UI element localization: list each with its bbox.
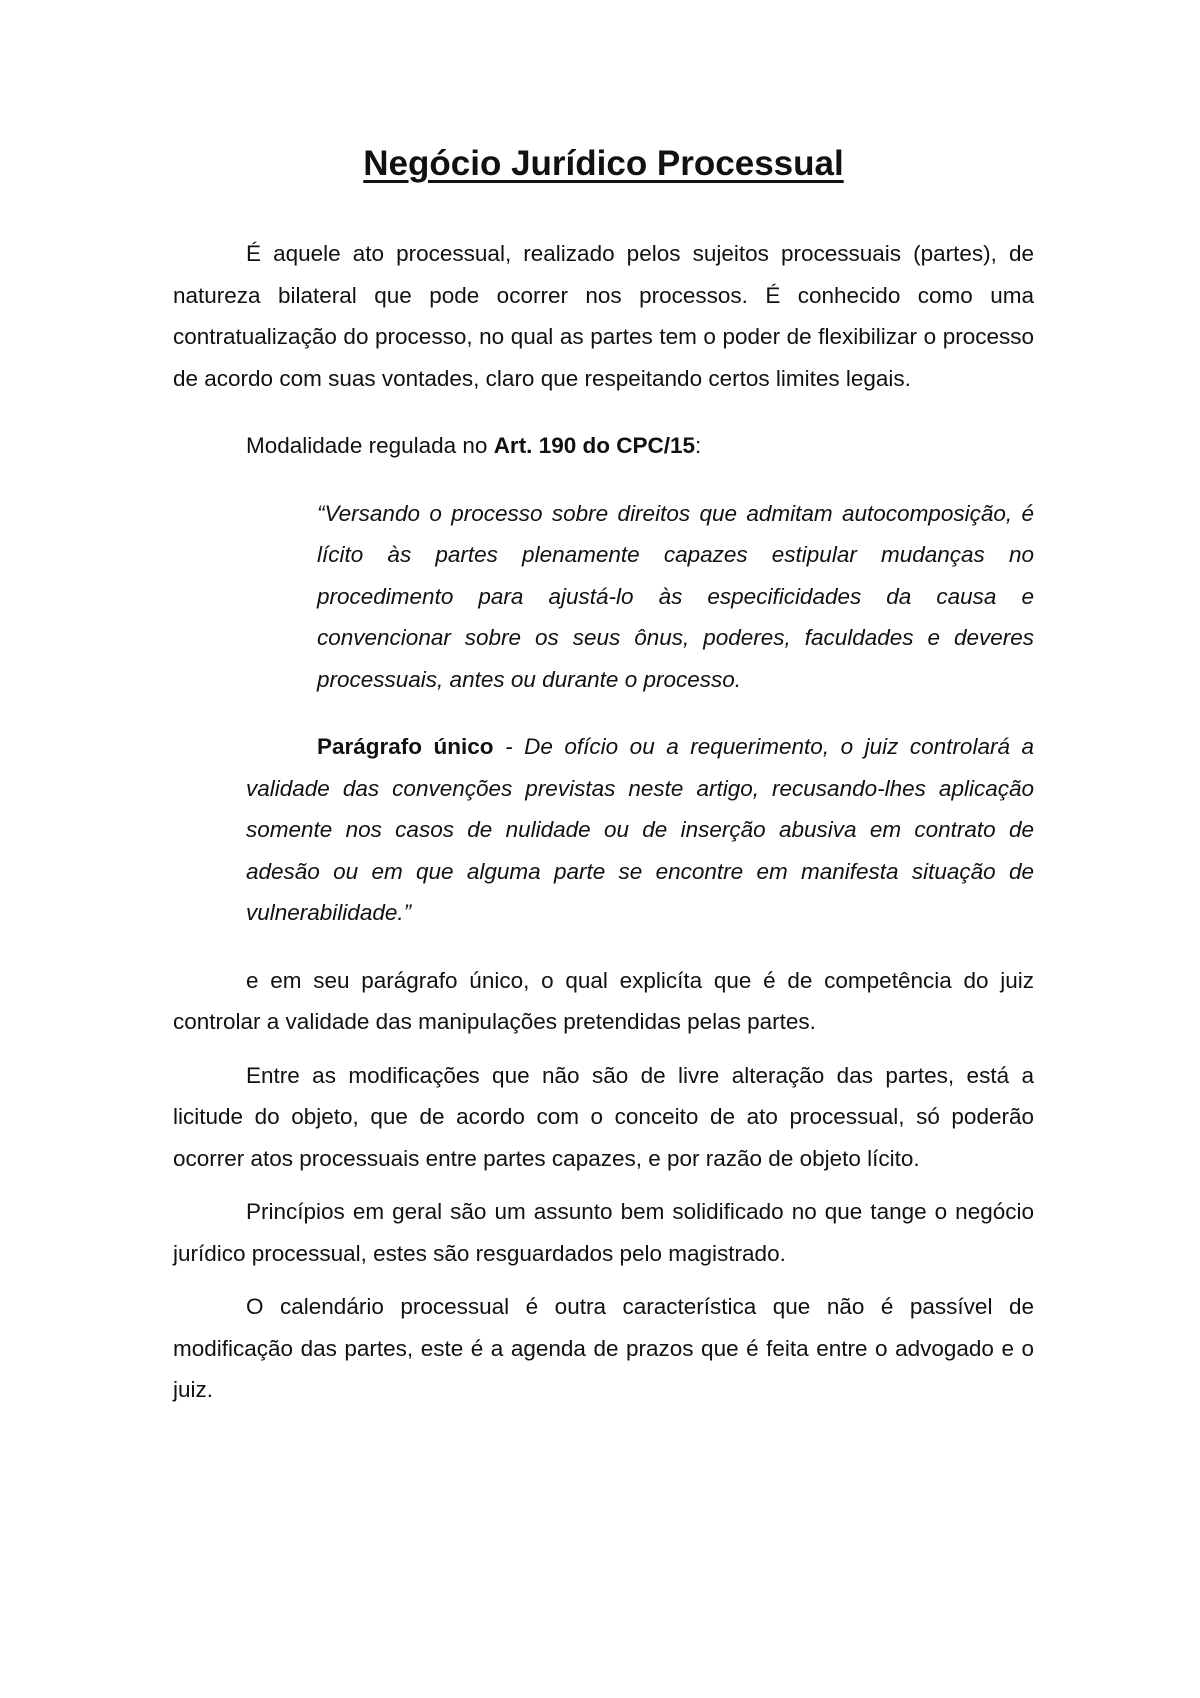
quote-paragrafo-unico xyxy=(246,726,1034,934)
paragrafo-unico-text: - De ofício ou a requerimento, o juiz controlará a validade das convenções previstas neste artigo, recusando-lhes aplicação somente nos casos de nulidade ou de inserção abusiva em contrato de adesão ou em que alguma parte se encontre em manifesta situação de vulnerabilidade.” xyxy=(246,734,1034,925)
document-page xyxy=(173,140,1034,1411)
article-reference: Art. 190 do CPC/15 xyxy=(493,433,696,458)
paragraph-paragrafo-unico-comment: e em seu parágrafo único, o qual explicíta que é de competência do juiz controlar a validade das manipulações pretendidas pelas partes. xyxy=(173,967,1034,1034)
paragraph-modificacoes: Entre as modificações que não são de livre alteração das partes, está a licitude do objeto, que de acordo com o conceito de ato processual, só poderão ocorrer atos processuais entre partes capazes, e por razão de objeto lícito. xyxy=(173,1062,1034,1171)
modalidade-colon: : xyxy=(695,433,702,458)
paragraph-calendario: O calendário processual é outra característica que não é passível de modificação das partes, este é a agenda de prazos que é feita entre o advogado e o juiz. xyxy=(173,1294,1034,1402)
quote-article-190: “Versando o processo sobre direitos que admitam autocomposição, é lícito às partes plenamente capazes estipular mudanças no procedimento para ajustá-lo às especificidades da causa e convencionar sobre os seus ônus, poderes, faculdades e deveres processuais, antes ou durante o processo. xyxy=(317,500,1034,692)
paragraph-modalidade xyxy=(173,425,1034,467)
paragraph-principios: Princípios em geral são um assunto bem solidificado no que tange o negócio jurídico processual, estes são resguardados pelo magistrado. xyxy=(173,1199,1034,1266)
paragrafo-unico-label: Parágrafo único xyxy=(317,734,494,759)
document-title: Negócio Jurídico Processual xyxy=(363,144,844,183)
paragraph-definition: É aquele ato processual, realizado pelos sujeitos processuais (partes), de natureza bilateral que pode ocorrer nos processos. É conhecido como uma contratualização do processo, no qual as partes tem o poder de flexibilizar o processo de acordo com suas vontades, claro que respeitando certos limites legais. xyxy=(173,241,1034,391)
modalidade-text: Modalidade regulada no xyxy=(246,433,494,458)
